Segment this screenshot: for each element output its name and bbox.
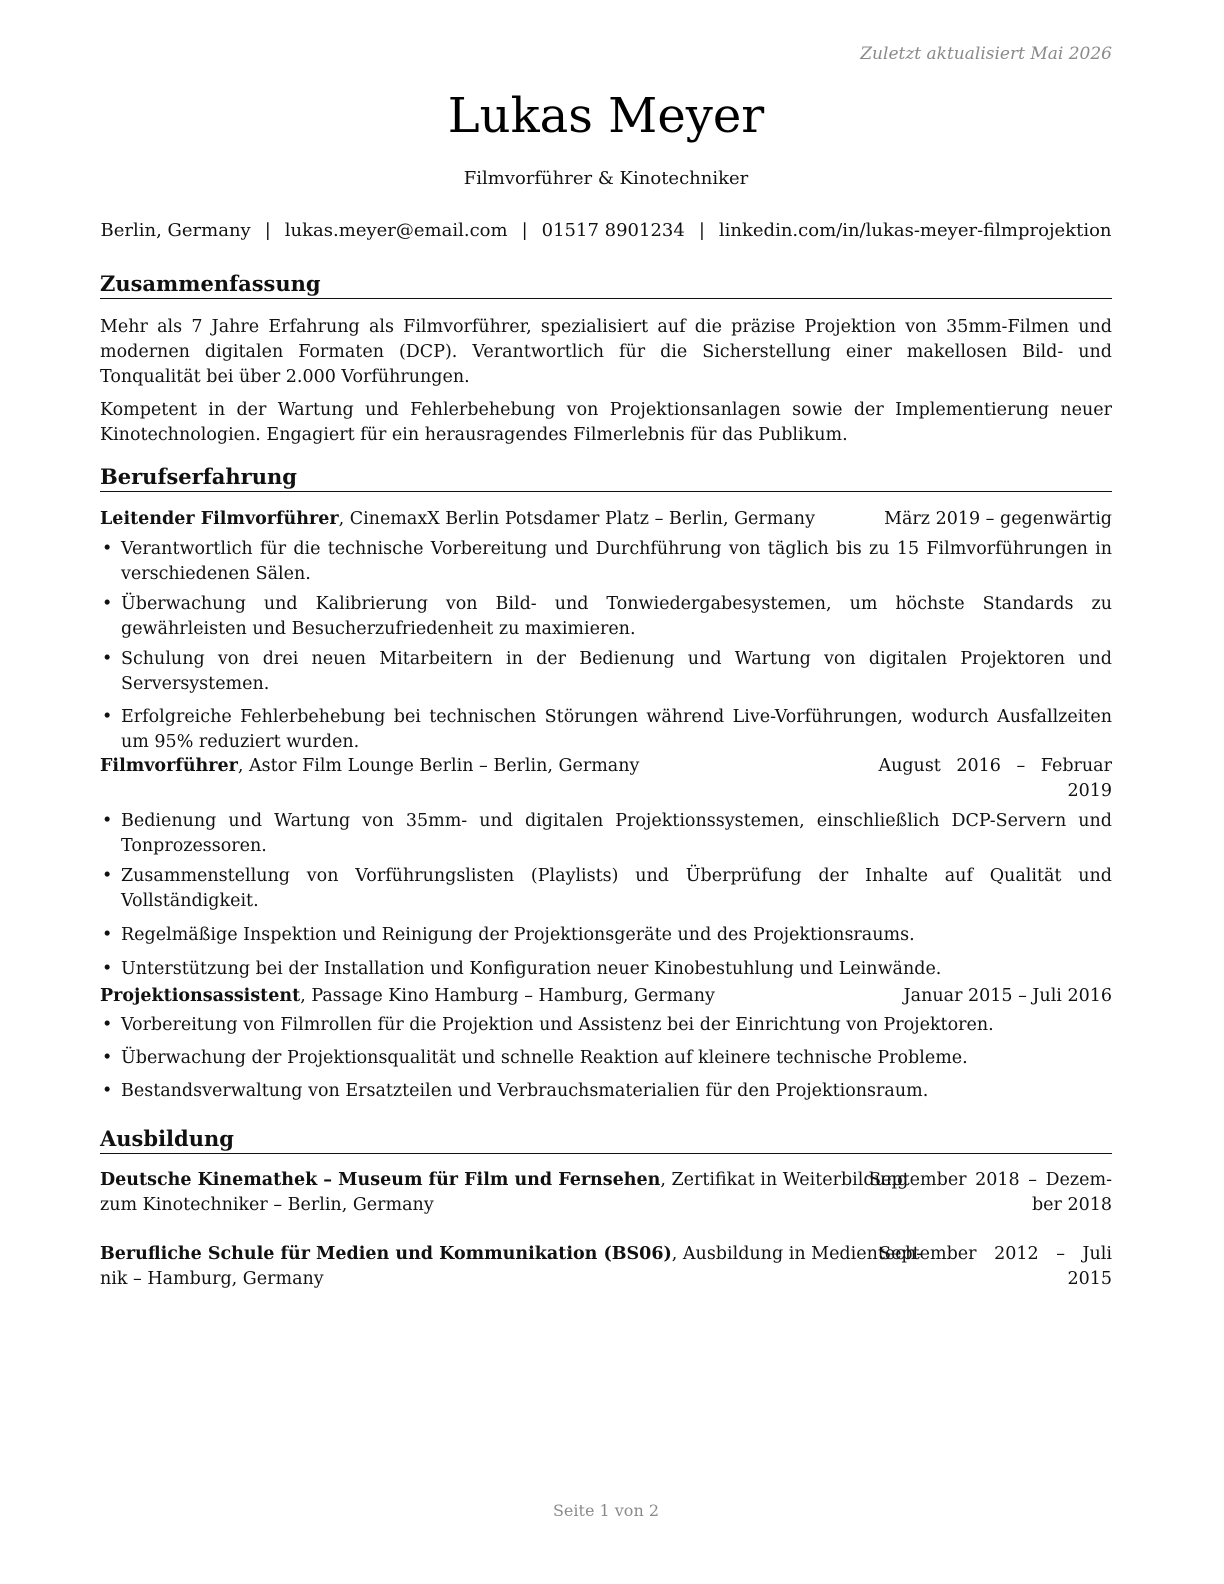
job-role: Leitender Filmvorführer — [100, 509, 339, 529]
contact-line — [100, 219, 1112, 243]
job-dates: Januar 2015 – Juli 2016 — [903, 986, 1112, 1006]
list-item: • Erfolgreiche Fehlerbehebung bei technischen Störungen während Live-Vorführungen, wodurch Ausfallzeiten um 95% reduziert wurden. — [102, 707, 1112, 752]
job-bullet-list — [100, 537, 1112, 755]
job-place: , CinemaxX Berlin Potsdamer Platz – Berlin, Germany — [338, 509, 815, 529]
contact-email-link[interactable]: lukas.meyer@email.com — [284, 220, 508, 241]
job-place: , Passage Kino Hamburg – Hamburg, Germany — [300, 986, 715, 1006]
job-dates: August 2016 – Februar 2019 — [878, 756, 1112, 801]
list-item: • Zusammenstellung von Vorführungslisten (Playlists) und Überprüfung der Inhalte auf Qualität und Vollständigkeit. — [102, 866, 1112, 911]
list-item: • Bestandsverwaltung von Ersatzteilen und Verbrauchsmaterialien für den Projektionsraum. — [100, 1079, 1112, 1104]
bullet-icon: • — [102, 649, 113, 669]
job-title-place — [100, 984, 715, 1009]
job-title: Filmvorführer & Kinotechniker — [463, 168, 749, 189]
education-school: Deutsche Kinemathek – Museum für Film und Fernsehen — [100, 1170, 661, 1190]
resume-page — [100, 0, 1112, 1584]
contact-phone: 01517 8901234 — [541, 220, 685, 241]
section-heading-education: Ausbildung — [100, 1126, 1112, 1154]
job-role: Filmvorführer — [100, 756, 238, 776]
contact-separator: | — [521, 220, 528, 241]
bullet-icon: • — [102, 1015, 113, 1035]
list-item: • Bedienung und Wartung von 35mm- und digitalen Projektionssystemen, einschließlich DCP-Servern und Tonprozessoren. — [102, 811, 1112, 856]
section-heading-summary: Zusammenfassung — [100, 271, 1112, 299]
bullet-icon: • — [102, 811, 113, 831]
bullet-icon: • — [102, 594, 113, 614]
job-role: Projektionsassistent — [100, 986, 301, 1006]
list-item: • Regelmäßige Inspektion und Reinigung der Projektionsgeräte und des Projektionsraums. — [100, 923, 1112, 948]
job-title-place — [100, 754, 639, 779]
education-degree: Deutsche Kinemathek – Museum für Film und Fernsehen, Zertifikat in Weiterbildung zum Kinotechniker – Berlin, Germany — [100, 1170, 909, 1215]
education-school: Berufliche Schule für Medien und Kommunikation (BS06) — [100, 1244, 672, 1264]
contact-linkedin-link[interactable]: linkedin.com/in/lukas-meyer-filmprojektion — [718, 220, 1112, 241]
bullet-icon: • — [102, 1081, 113, 1101]
bullet-icon: • — [102, 1048, 113, 1068]
job-title-place — [100, 507, 815, 532]
list-item: • Überwachung der Projektionsqualität und schnelle Reaktion auf kleinere technische Probleme. — [100, 1046, 1112, 1071]
page-number: Seite 1 von 2 — [552, 1501, 660, 1520]
job-place: , Astor Film Lounge Berlin – Berlin, Germany — [237, 756, 640, 776]
list-item: • Unterstützung bei der Installation und Konfiguration neuer Kinobestuhlung und Leinwände. — [100, 957, 1112, 982]
job-dates: März 2019 – gegenwärtig — [884, 509, 1112, 529]
list-item: • Schulung von drei neuen Mitarbeitern in der Bedienung und Wartung von digitalen Projektoren und Serversystemen. — [102, 649, 1112, 694]
list-item: • Überwachung und Kalibrierung von Bild- und Tonwiedergabesystemen, um höchste Standards zu gewährleisten und Besucherzufriedenheit zu maximieren. — [102, 594, 1112, 639]
bullet-icon: • — [102, 959, 113, 979]
bullet-icon: • — [102, 925, 113, 945]
list-item: • Verantwortlich für die technische Vorbereitung und Durchführung von täglich bis zu 15 Filmvorführungen in verschiedenen Sälen. — [102, 539, 1112, 584]
job-bullet-list — [100, 1013, 1112, 1104]
contact-separator: | — [264, 220, 271, 241]
summary-paragraph: Kompetent in der Wartung und Fehlerbehebung von Projektionsanlagen sowie der Implementierung neuer Kinotechnologien. Engagiert für ein herausragendes Filmerlebnis für das Publikum. — [100, 400, 1112, 445]
summary-paragraph: Mehr als 7 Jahre Erfahrung als Filmvorführer, spezialisiert auf die präzise Projektion von 35mm-Filmen und modernen digitalen Formaten (DCP). Verantwortlich für die Sicherstellung einer makellosen Bild- und Tonqualität bei über 2.000 Vorführungen. — [100, 317, 1112, 387]
job-bullet-list — [100, 809, 1112, 982]
education-dates: September 2018 – Dezem- ber 2018 — [869, 1170, 1112, 1215]
bullet-icon: • — [102, 866, 113, 886]
education-dates: September 2012 – Juli 2015 — [879, 1244, 1112, 1289]
bullet-icon: • — [102, 539, 113, 559]
contact-location: Berlin, Germany — [100, 220, 251, 241]
person-name: Lukas Meyer — [447, 88, 765, 144]
list-item: • Vorbereitung von Filmrollen für die Projektion und Assistenz bei der Einrichtung von Projektoren. — [100, 1013, 1112, 1038]
education-degree: Berufliche Schule für Medien und Kommunikation (BS06), Ausbildung in Medientech- nik – Hamburg, Germany — [100, 1244, 923, 1289]
bullet-icon: • — [102, 707, 113, 727]
contact-separator: | — [698, 220, 705, 241]
section-heading-experience: Berufserfahrung — [100, 464, 1112, 492]
last-updated-note: Zuletzt aktualisiert Mai 2026 — [860, 44, 1112, 64]
